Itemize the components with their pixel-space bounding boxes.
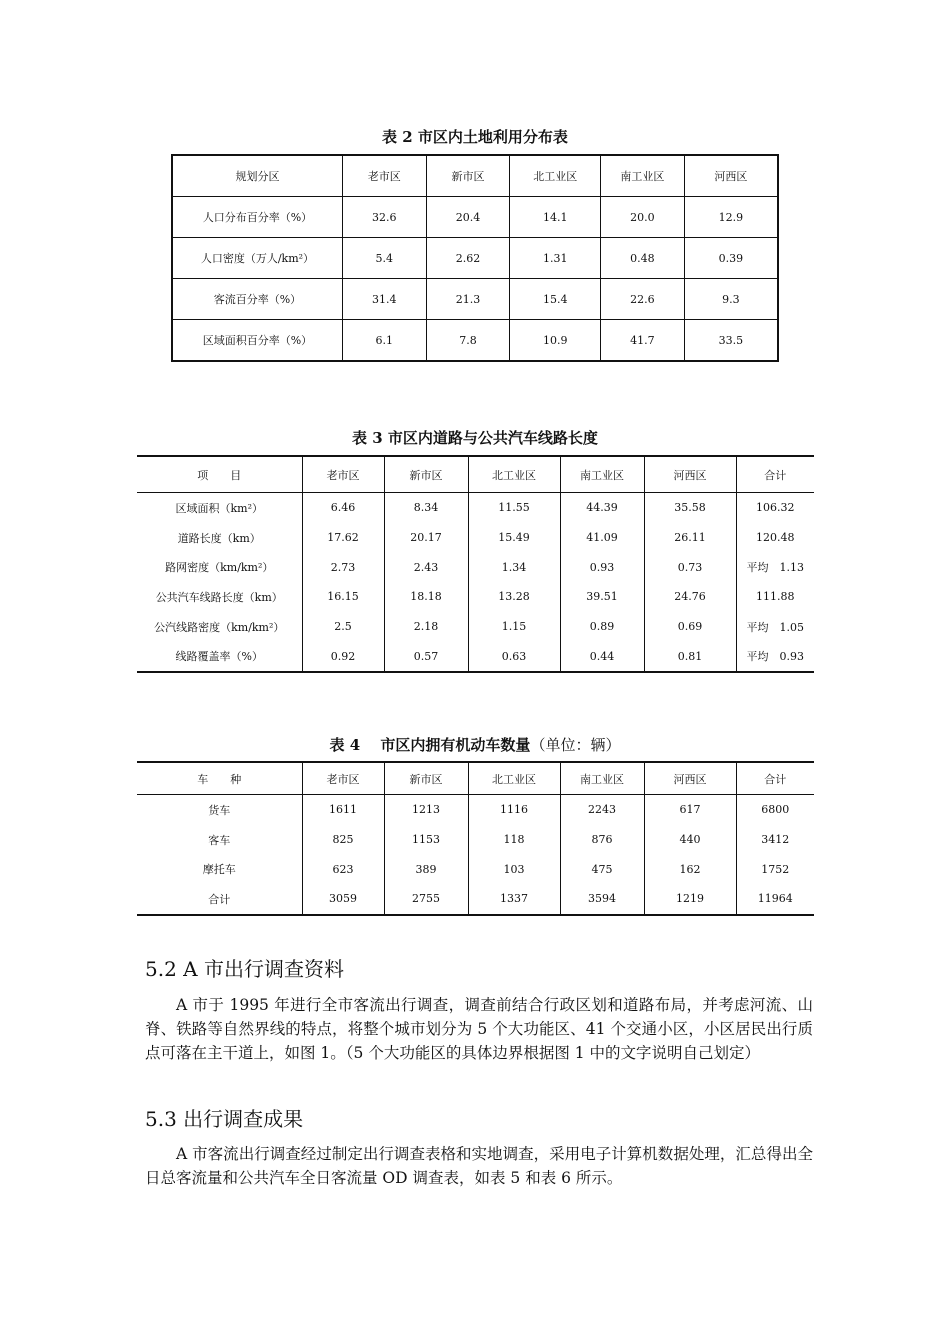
table-cell: 26.11 <box>644 523 736 553</box>
table-row <box>172 320 778 362</box>
table-cell: 12.9 <box>684 197 778 238</box>
column-header: 老市区 <box>302 762 384 795</box>
table-cell: 1.31 <box>510 238 601 279</box>
table-row <box>137 825 814 855</box>
table-cell: 1611 <box>302 795 384 825</box>
table-cell: 475 <box>560 854 644 884</box>
table-row <box>137 884 814 915</box>
table-cell: 6.46 <box>302 493 384 523</box>
table-cell: 35.58 <box>644 493 736 523</box>
table-cell: 10.9 <box>510 320 601 362</box>
section-paragraph-5-3: A 市客流出行调查经过制定出行调查表格和实地调查，采用电子计算机数据处理，汇总得出全日总客流量和公共汽车全日客流量 OD 调查表，如表 5 和表 6 所示。 <box>145 1145 813 1187</box>
table-cell: 20.17 <box>384 523 468 553</box>
column-header: 北工业区 <box>510 155 601 197</box>
section-heading-5-3: 5.3 出行调查成果 <box>145 1107 304 1131</box>
table-row <box>137 795 814 825</box>
table-cell: 7.8 <box>426 320 510 362</box>
row-label: 客流百分率（%） <box>172 279 342 320</box>
table-cell: 8.34 <box>384 493 468 523</box>
vehicle-count-table <box>137 761 814 916</box>
table-cell: 0.93 <box>560 552 644 582</box>
table-cell: 0.89 <box>560 612 644 642</box>
table2-caption: 表 2 市区内土地利用分布表 <box>382 128 568 146</box>
table-cell: 22.6 <box>601 279 685 320</box>
table-cell: 41.09 <box>560 523 644 553</box>
table-cell: 0.92 <box>302 641 384 672</box>
column-header: 项 目 <box>137 456 302 493</box>
table-row <box>137 493 814 523</box>
table-cell: 39.51 <box>560 582 644 612</box>
column-header: 合计 <box>736 762 814 795</box>
table-row <box>137 582 814 612</box>
table4-caption-title: 表 4 市区内拥有机动车数量 <box>329 736 531 754</box>
table-cell: 2755 <box>384 884 468 915</box>
table-row <box>137 854 814 884</box>
table-cell: 389 <box>384 854 468 884</box>
table-cell: 15.4 <box>510 279 601 320</box>
table-cell: 32.6 <box>342 197 426 238</box>
row-label: 区域面积（km²） <box>175 501 263 515</box>
column-header: 新市区 <box>384 762 468 795</box>
table-cell: 2.62 <box>426 238 510 279</box>
table-cell: 24.76 <box>644 582 736 612</box>
table-row <box>137 552 814 582</box>
table-cell: 0.69 <box>644 612 736 642</box>
column-header: 老市区 <box>302 456 384 493</box>
row-label: 道路长度（km） <box>177 531 261 545</box>
column-header: 南工业区 <box>560 456 644 493</box>
road-length-table <box>137 455 814 673</box>
table-cell: 1.34 <box>468 552 560 582</box>
table-cell: 6800 <box>736 795 814 825</box>
column-header: 南工业区 <box>601 155 685 197</box>
table-row <box>172 279 778 320</box>
table-cell: 20.4 <box>426 197 510 238</box>
row-label: 公共汽车线路长度（km） <box>155 590 283 604</box>
table-cell: 18.18 <box>384 582 468 612</box>
table-cell: 0.57 <box>384 641 468 672</box>
table-cell: 876 <box>560 825 644 855</box>
table-row <box>137 612 814 642</box>
row-label: 摩托车 <box>202 863 236 877</box>
row-label: 线路覆盖率（%） <box>175 650 263 664</box>
table-cell: 20.0 <box>601 197 685 238</box>
table-cell: 617 <box>644 795 736 825</box>
table-cell: 1213 <box>384 795 468 825</box>
table-cell: 1752 <box>736 854 814 884</box>
column-header: 老市区 <box>342 155 426 197</box>
column-header: 新市区 <box>384 456 468 493</box>
table-cell: 825 <box>302 825 384 855</box>
table-cell: 3412 <box>736 825 814 855</box>
table-cell: 120.48 <box>736 523 814 553</box>
column-header: 车 种 <box>137 762 302 795</box>
table-cell: 1116 <box>468 795 560 825</box>
section-paragraph-5-2: A 市于 1995 年进行全市客流出行调查，调查前结合行政区划和道路布局，并考虑河流、山脊、铁路等自然界线的特点，将整个城市划分为 5 个大功能区、41 个交通小区，小区居民出行质点可落在主干道上，如图 1。（5 个大功能区的具体边界根据图 1 中的文字说明自己划定） <box>145 996 813 1062</box>
column-header: 北工业区 <box>468 762 560 795</box>
table-cell: 14.1 <box>510 197 601 238</box>
table-cell: 0.73 <box>644 552 736 582</box>
column-header: 南工业区 <box>560 762 644 795</box>
table-cell: 0.44 <box>560 641 644 672</box>
table-cell: 162 <box>644 854 736 884</box>
table-cell: 2.5 <box>302 612 384 642</box>
table-cell: 103 <box>468 854 560 884</box>
table-cell: 13.28 <box>468 582 560 612</box>
table-cell: 11964 <box>736 884 814 915</box>
table-cell: 1337 <box>468 884 560 915</box>
table-cell: 3059 <box>302 884 384 915</box>
column-header: 新市区 <box>426 155 510 197</box>
table-header-row <box>137 762 814 795</box>
table-cell: 0.48 <box>601 238 685 279</box>
table-cell: 2.18 <box>384 612 468 642</box>
table-row <box>137 641 814 672</box>
row-label: 合计 <box>208 892 231 906</box>
table-cell: 11.55 <box>468 493 560 523</box>
table3-caption: 表 3 市区内道路与公共汽车线路长度 <box>352 429 598 447</box>
table-cell: 41.7 <box>601 320 685 362</box>
table-cell: 106.32 <box>736 493 814 523</box>
table-cell: 17.62 <box>302 523 384 553</box>
table-cell: 1219 <box>644 884 736 915</box>
table-cell: 3594 <box>560 884 644 915</box>
table-cell: 6.1 <box>342 320 426 362</box>
table-cell: 440 <box>644 825 736 855</box>
table-cell: 平均 1.05 <box>736 612 814 642</box>
row-label: 区域面积百分率（%） <box>172 320 342 362</box>
table4-caption <box>0 734 950 755</box>
row-label: 客车 <box>208 833 231 847</box>
table-header-row <box>137 456 814 493</box>
column-header: 合计 <box>736 456 814 493</box>
table-cell: 111.88 <box>736 582 814 612</box>
land-use-table <box>171 154 779 362</box>
table-cell: 0.81 <box>644 641 736 672</box>
table-cell: 5.4 <box>342 238 426 279</box>
table-row <box>172 197 778 238</box>
table-cell: 15.49 <box>468 523 560 553</box>
table4-caption-unit: （单位：辆） <box>530 736 621 754</box>
column-header: 河西区 <box>684 155 778 197</box>
section-heading-5-2: 5.2 A 市出行调查资料 <box>145 957 344 981</box>
table-cell: 118 <box>468 825 560 855</box>
row-label: 公汽线路密度（km/km²） <box>154 620 285 634</box>
row-label: 路网密度（km/km²） <box>165 561 274 575</box>
table-cell: 1153 <box>384 825 468 855</box>
table-row <box>137 523 814 553</box>
table-cell: 33.5 <box>684 320 778 362</box>
table-cell: 2243 <box>560 795 644 825</box>
table-cell: 623 <box>302 854 384 884</box>
table-header-row <box>172 155 778 197</box>
table-cell: 31.4 <box>342 279 426 320</box>
table-cell: 0.39 <box>684 238 778 279</box>
column-header: 河西区 <box>644 762 736 795</box>
table-cell: 44.39 <box>560 493 644 523</box>
column-header: 规划分区 <box>172 155 342 197</box>
table-cell: 2.43 <box>384 552 468 582</box>
table-row <box>172 238 778 279</box>
table-cell: 平均 1.13 <box>736 552 814 582</box>
table-cell: 9.3 <box>684 279 778 320</box>
row-label: 人口密度（万人/km²） <box>172 238 342 279</box>
table-cell: 1.15 <box>468 612 560 642</box>
column-header: 北工业区 <box>468 456 560 493</box>
column-header: 河西区 <box>644 456 736 493</box>
table-cell: 0.63 <box>468 641 560 672</box>
table-cell: 平均 0.93 <box>736 641 814 672</box>
table-cell: 21.3 <box>426 279 510 320</box>
row-label: 货车 <box>208 803 231 817</box>
row-label: 人口分布百分率（%） <box>172 197 342 238</box>
table-cell: 2.73 <box>302 552 384 582</box>
table-cell: 16.15 <box>302 582 384 612</box>
